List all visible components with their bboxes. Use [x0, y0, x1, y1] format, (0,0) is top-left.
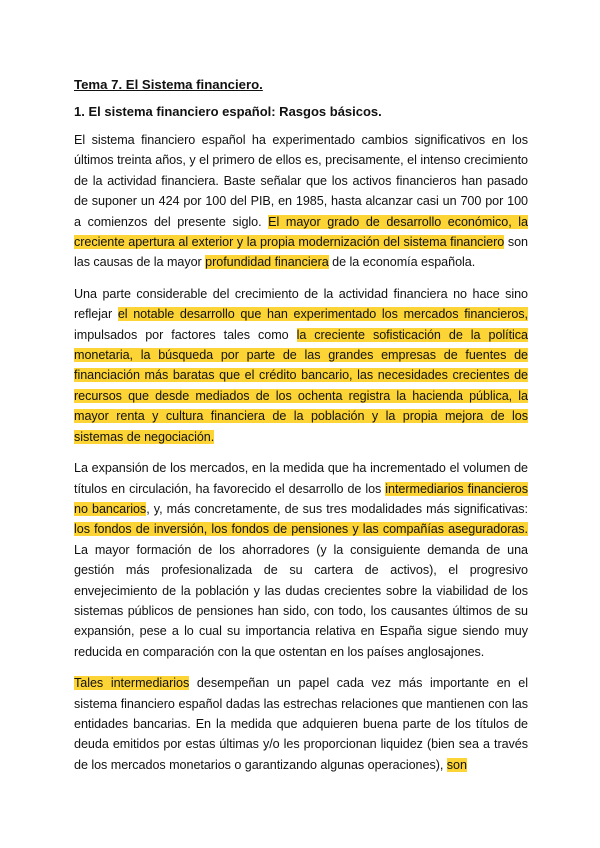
text-segment: son las causas de la mayor [74, 235, 528, 270]
text-segment: Una parte considerable del crecimiento de la actividad financiera no hace sino reflejar [74, 286, 528, 322]
text-segment: La expansión de los mercados, en la medida que ha incrementado el volumen de títulos en circulación, ha favorecido el desarrollo de los [74, 461, 528, 496]
highlighted-text: los fondos de inversión, los fondos de pensiones y las compañías aseguradoras. [74, 522, 528, 537]
paragraph-3 [74, 458, 528, 662]
highlighted-text: el notable desarrollo que han experimentado los mercados financieros, [117, 307, 529, 322]
paragraph-2 [74, 284, 528, 447]
highlighted-text: profundidad financiera [205, 255, 329, 270]
text-segment: de la economía española. [328, 255, 476, 270]
highlighted-text: El mayor grado de desarrollo económico, la creciente apertura al exterior y la propia modernización del sistema financiero [74, 214, 528, 250]
text-segment: El sistema financiero español ha experimentado cambios significativos en los últimos treinta años, y el primero de ellos es, precisamente, el intenso crecimiento de la actividad financiera. Baste señalar que los activos financieros han pasado de suponer un 424 por 100 del PIB, en 1985, hasta alcanzar casi un 700 por 100 a comienzos del presente siglo. [74, 133, 528, 229]
text-segment: La mayor formación de los ahorradores (y la consiguiente demanda de una gestión más profesionalizada de su cartera de activos), el progresivo envejecimiento de la población y las dudas crecientes sobre la viabilidad de los sistemas públicos de pensiones han sido, con todo, los causantes últimos de su expansión, pese a lo cual su importancia relativa en España sigue siendo muy reducida en comparación con la que ostentan en los países anglosajones. [74, 542, 528, 659]
document-title: Tema 7. El Sistema financiero. [74, 77, 263, 92]
text-segment: impulsados por factores tales como [74, 327, 297, 342]
paragraph-1 [74, 130, 528, 273]
paragraph-4 [74, 673, 528, 775]
highlighted-text: la creciente sofisticación de la política monetaria, la búsqueda por parte de las grandes empresas de fuentes de financiación más baratas que el crédito bancario, las necesidades crecientes de recursos que desde mediados de los ochenta registra la hacienda pública, la mayor renta y cultura financiera de la población y la propia mejora de los sistemas de negociación. [74, 327, 528, 444]
text-segment: desempeñan un papel cada vez más importante en el sistema financiero español dadas las estrechas relaciones que mantienen con las entidades bancarias. En la medida que adquieren buena parte de los títulos de deuda emitidos por estas últimas y/o les proporcionan liquidez (bien sea a través de los mercados monetarios o garantizando algunas operaciones), [74, 676, 528, 772]
highlighted-text: son [446, 757, 467, 772]
highlighted-text: Tales intermediarios [74, 676, 190, 691]
highlighted-text: intermediarios financieros no bancarios [74, 481, 528, 516]
text-segment: , y, más concretamente, de sus tres modalidades más significativas: [146, 501, 528, 516]
section-heading: 1. El sistema financiero español: Rasgos básicos. [74, 104, 382, 119]
